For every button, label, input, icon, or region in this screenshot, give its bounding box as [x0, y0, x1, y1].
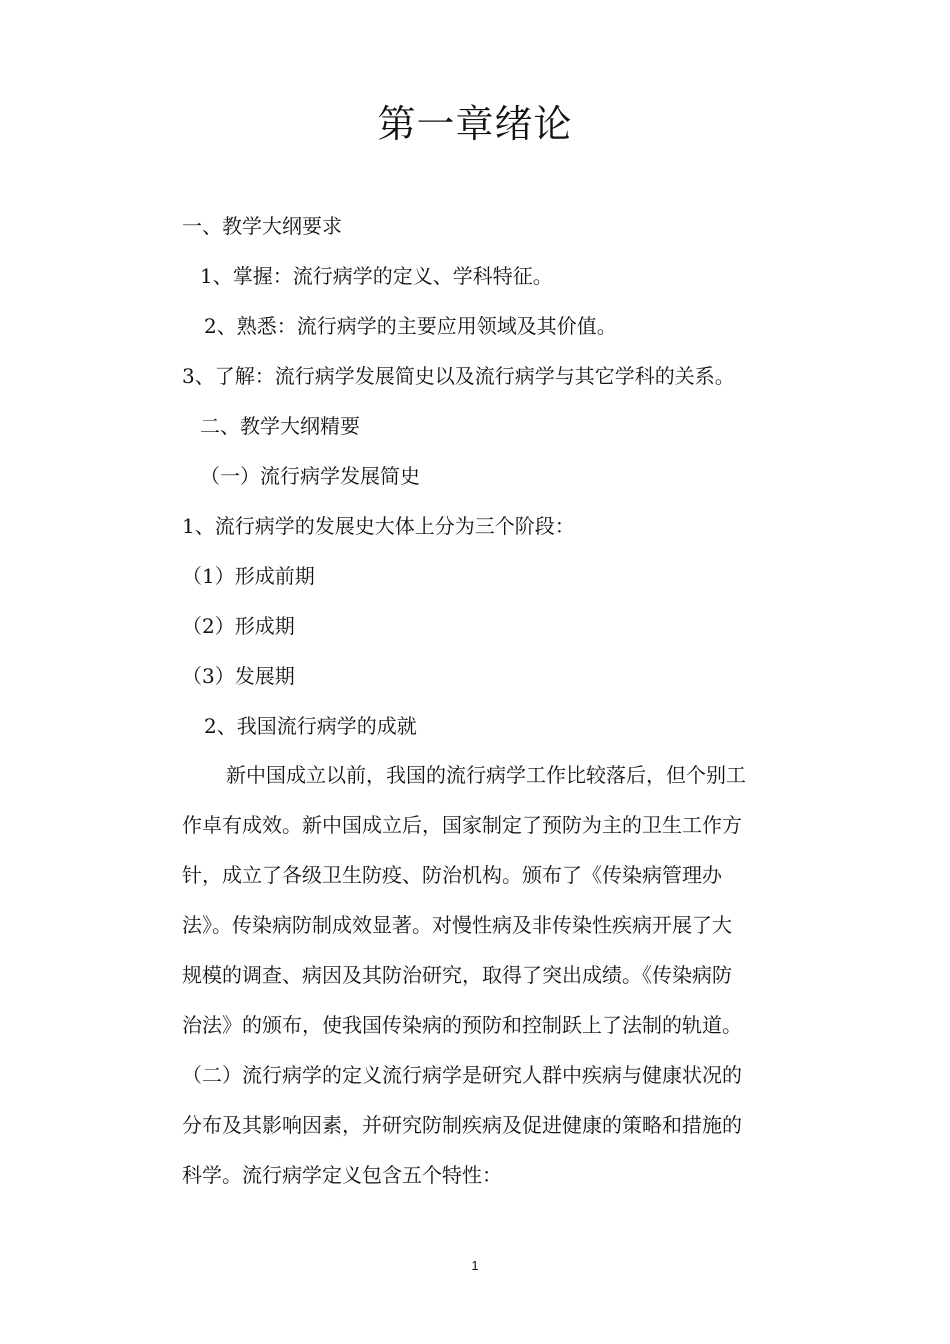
list-item-familiar: 2、熟悉：流行病学的主要应用领域及其价值。: [204, 314, 617, 338]
list-item-stage-3: （3）发展期: [182, 664, 295, 688]
list-item-three-stages: 1、流行病学的发展史大体上分为三个阶段：: [182, 514, 575, 538]
paragraph-line: 科学。流行病学定义包含五个特性：: [182, 1163, 502, 1187]
body-paragraph: [182, 750, 782, 1200]
paragraph-line: （二）流行病学的定义流行病学是研究人群中疾病与健康状况的: [182, 1063, 742, 1087]
paragraph-line: 法》。传染病防制成效显著。对慢性病及非传染性疾病开展了大: [182, 913, 732, 937]
list-item-stage-2: （2）形成期: [182, 614, 295, 638]
paragraph-line: 治法》的颁布，使我国传染病的预防和控制跃上了法制的轨道。: [182, 1013, 742, 1037]
paragraph-line: 规模的调查、病因及其防治研究，取得了突出成绩。《传染病防: [182, 963, 732, 987]
list-item-stage-1: （1）形成前期: [182, 564, 315, 588]
paragraph-line: 作卓有成效。新中国成立后，国家制定了预防为主的卫生工作方: [182, 813, 742, 837]
list-item-understand: 3、了解：流行病学发展简史以及流行病学与其它学科的关系。: [182, 364, 735, 388]
list-item-achievements: 2、我国流行病学的成就: [204, 714, 417, 738]
page-number: 1: [471, 1258, 479, 1273]
section-heading-outline-essentials: 二、教学大纲精要: [200, 414, 360, 438]
list-item-master: 1、掌握：流行病学的定义、学科特征。: [200, 264, 553, 288]
paragraph-line: 分布及其影响因素，并研究防制疾病及促进健康的策略和措施的: [182, 1113, 742, 1137]
paragraph-line: 针，成立了各级卫生防疫、防治机构。颁布了《传染病管理办: [182, 863, 722, 887]
section-heading-outline-requirements: 一、教学大纲要求: [182, 214, 342, 238]
page-title: 第一章绪论: [377, 102, 573, 146]
paragraph-line: 新中国成立以前，我国的流行病学工作比较落后，但个别工: [226, 763, 746, 787]
subsection-heading-history: （一）流行病学发展简史: [200, 464, 420, 488]
